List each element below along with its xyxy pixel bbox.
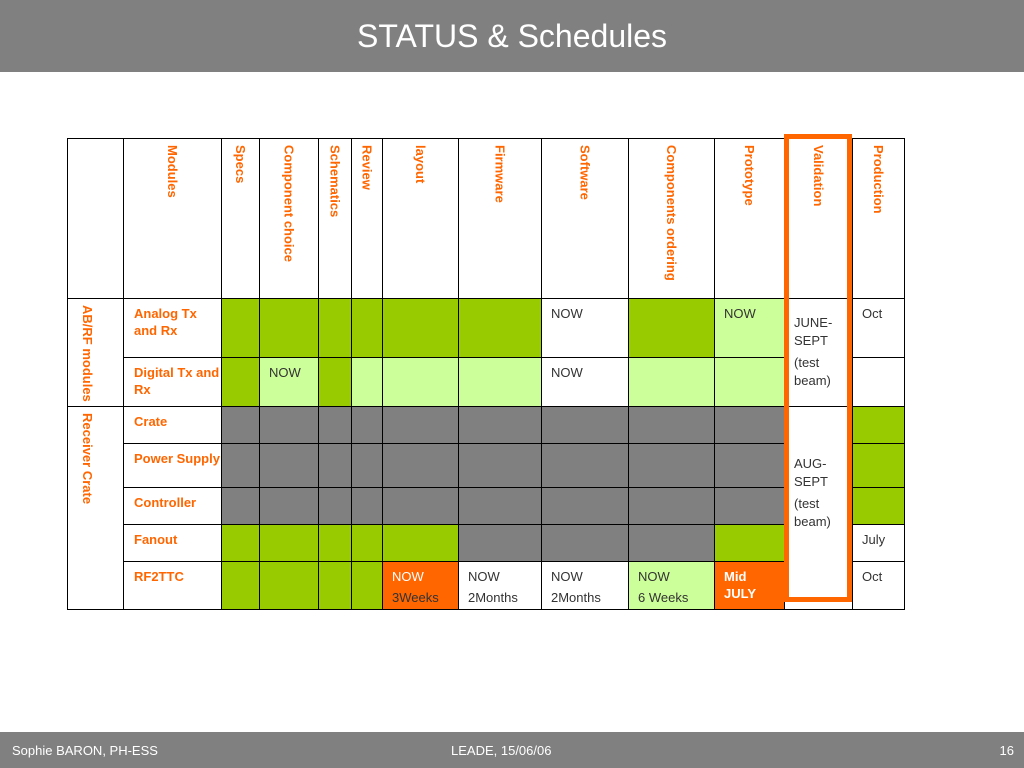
- module-crate: Crate: [124, 406, 222, 443]
- cell-analog-production: Oct: [853, 299, 905, 358]
- cell-rf2ttc-prototype: Mid JULY: [715, 561, 785, 609]
- cell-rf2ttc-production: Oct: [853, 561, 905, 609]
- group-abrf: AB/RF modules: [68, 299, 124, 407]
- page-number: 16: [999, 743, 1014, 758]
- cell: [459, 487, 542, 524]
- cell: [260, 487, 319, 524]
- cell: [853, 406, 905, 443]
- slide-title: STATUS & Schedules: [356, 17, 668, 54]
- cell: [222, 406, 260, 443]
- table-row: [68, 443, 905, 487]
- cell: [715, 357, 785, 406]
- cell: [853, 357, 905, 406]
- cell: [853, 443, 905, 487]
- corner-cell: [68, 139, 124, 299]
- validation-receiver: AUG-SEPT (test beam): [785, 406, 853, 609]
- col-header-component-choice: Component choice: [260, 139, 319, 299]
- cell-rf2ttc-firmware: NOW 2Months: [459, 561, 542, 609]
- cell: [629, 357, 715, 406]
- cell: [542, 487, 629, 524]
- cell: [715, 406, 785, 443]
- cell: [459, 299, 542, 358]
- cell: [629, 406, 715, 443]
- cell: [459, 406, 542, 443]
- cell: [352, 406, 383, 443]
- cell: [222, 561, 260, 609]
- cell: [629, 299, 715, 358]
- cell: [352, 487, 383, 524]
- cell: [260, 406, 319, 443]
- cell: [542, 443, 629, 487]
- cell: [715, 487, 785, 524]
- cell: [319, 524, 352, 561]
- cell: [319, 443, 352, 487]
- cell: [260, 524, 319, 561]
- cell: [260, 299, 319, 358]
- col-header-specs: Specs: [222, 139, 260, 299]
- footer-author: Sophie BARON, PH-ESS: [12, 743, 158, 758]
- cell: [260, 561, 319, 609]
- cell: [319, 406, 352, 443]
- cell: [222, 443, 260, 487]
- col-header-layout: layout: [383, 139, 459, 299]
- cell: [222, 487, 260, 524]
- cell: [459, 357, 542, 406]
- col-header-schematics: Schematics: [319, 139, 352, 299]
- footer-event: LEADE, 15/06/06: [451, 743, 552, 758]
- col-header-components-ordering: Components ordering: [629, 139, 715, 299]
- cell-analog-prototype: NOW: [715, 299, 785, 358]
- cell: [629, 487, 715, 524]
- module-fanout: Fanout: [124, 524, 222, 561]
- title-bar: [0, 0, 1024, 72]
- cell: [383, 487, 459, 524]
- cell-digital-component: NOW: [260, 357, 319, 406]
- table-row: [68, 561, 905, 609]
- cell: [459, 524, 542, 561]
- cell: [352, 524, 383, 561]
- module-power-supply: Power Supply: [124, 443, 222, 487]
- table-row: [68, 357, 905, 406]
- cell: [222, 524, 260, 561]
- cell: [260, 443, 319, 487]
- group-receiver: Receiver Crate: [68, 406, 124, 609]
- col-header-review: Review: [352, 139, 383, 299]
- cell: [383, 299, 459, 358]
- cell: [222, 299, 260, 358]
- schedule-table: [67, 138, 905, 610]
- module-rf2ttc: RF2TTC: [124, 561, 222, 609]
- cell: [542, 524, 629, 561]
- cell: [319, 561, 352, 609]
- cell: [629, 443, 715, 487]
- footer-bar: [0, 732, 1024, 768]
- cell: [459, 443, 542, 487]
- module-analog-tx: Analog Tx and Rx: [124, 299, 222, 358]
- header-row: [68, 139, 905, 299]
- cell: [542, 406, 629, 443]
- cell-analog-software: NOW: [542, 299, 629, 358]
- col-header-software: Software: [542, 139, 629, 299]
- col-header-firmware: Firmware: [459, 139, 542, 299]
- table-row: [68, 406, 905, 443]
- col-header-production: Production: [853, 139, 905, 299]
- col-header-modules: Modules: [124, 139, 222, 299]
- cell-fanout-production: July: [853, 524, 905, 561]
- module-digital-tx: Digital Tx and Rx: [124, 357, 222, 406]
- cell: [352, 299, 383, 358]
- cell: [352, 561, 383, 609]
- table-row: [68, 524, 905, 561]
- validation-abrf: JUNE-SEPT (test beam): [785, 299, 853, 407]
- cell: [383, 357, 459, 406]
- cell: [853, 487, 905, 524]
- cell: [715, 524, 785, 561]
- cell: [629, 524, 715, 561]
- cell: [383, 524, 459, 561]
- col-header-prototype: Prototype: [715, 139, 785, 299]
- cell-rf2ttc-ordering: NOW 6 Weeks: [629, 561, 715, 609]
- cell: [319, 487, 352, 524]
- col-header-validation: Validation: [785, 139, 853, 299]
- cell: [383, 406, 459, 443]
- table-row: [68, 487, 905, 524]
- cell: [222, 357, 260, 406]
- cell-digital-software: NOW: [542, 357, 629, 406]
- cell: [319, 357, 352, 406]
- cell: [319, 299, 352, 358]
- module-controller: Controller: [124, 487, 222, 524]
- cell: [352, 357, 383, 406]
- cell: [383, 443, 459, 487]
- cell: [352, 443, 383, 487]
- cell-rf2ttc-layout: NOW 3Weeks: [383, 561, 459, 609]
- cell-rf2ttc-software: NOW 2Months: [542, 561, 629, 609]
- table-row: [68, 299, 905, 358]
- cell: [715, 443, 785, 487]
